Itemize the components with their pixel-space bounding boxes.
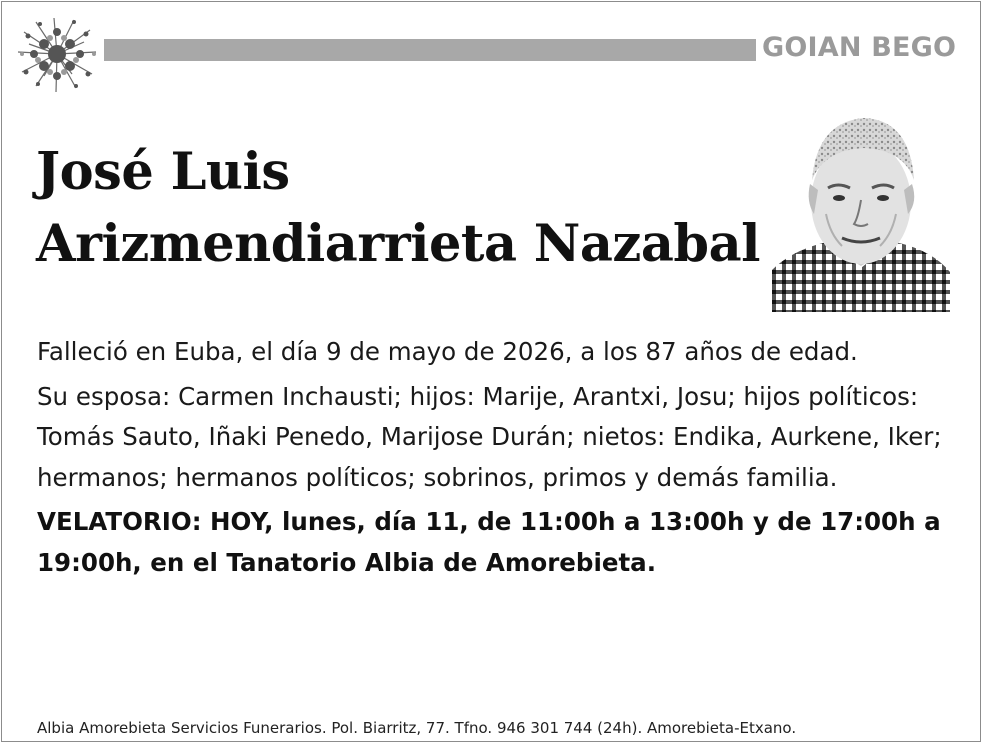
- notice-header: [2, 2, 982, 102]
- deceased-name: [36, 136, 776, 280]
- funeral-home-footer: Albia Amorebieta Servicios Funerarios. Pol. Biarritz, 77. Tfno. 946 301 744 (24h). Amorebieta-Etxano.: [37, 719, 797, 737]
- header-divider-bar: [104, 39, 756, 61]
- portrait-photo-icon: [772, 110, 950, 312]
- deceased-name-line2: Arizmendiarrieta Nazabal: [36, 214, 761, 274]
- obituary-notice: [1, 1, 981, 742]
- header-tag: GOIAN BEGO: [762, 32, 957, 63]
- death-announcement: Falleció en Euba, el día 9 de mayo de 2026, a los 87 años de edad.: [37, 337, 858, 366]
- wake-information: VELATORIO: HOY, lunes, día 11, de 11:00h a 13:00h y de 17:00h a 19:00h, en el Tanatorio Albia de Amorebieta.: [37, 507, 941, 577]
- notice-body: [37, 332, 947, 583]
- flower-ornament-icon: [14, 14, 100, 94]
- deceased-name-line1: José Luis: [36, 142, 290, 202]
- family-members: Su esposa: Carmen Inchausti; hijos: Marije, Arantxi, Josu; hijos políticos: Tomás Sauto, Iñaki Penedo, Marijose Durán; nietos: Endika, Aurkene, Iker; hermanos; hermanos políticos; sobrinos, primos y demás familia.: [37, 381, 942, 492]
